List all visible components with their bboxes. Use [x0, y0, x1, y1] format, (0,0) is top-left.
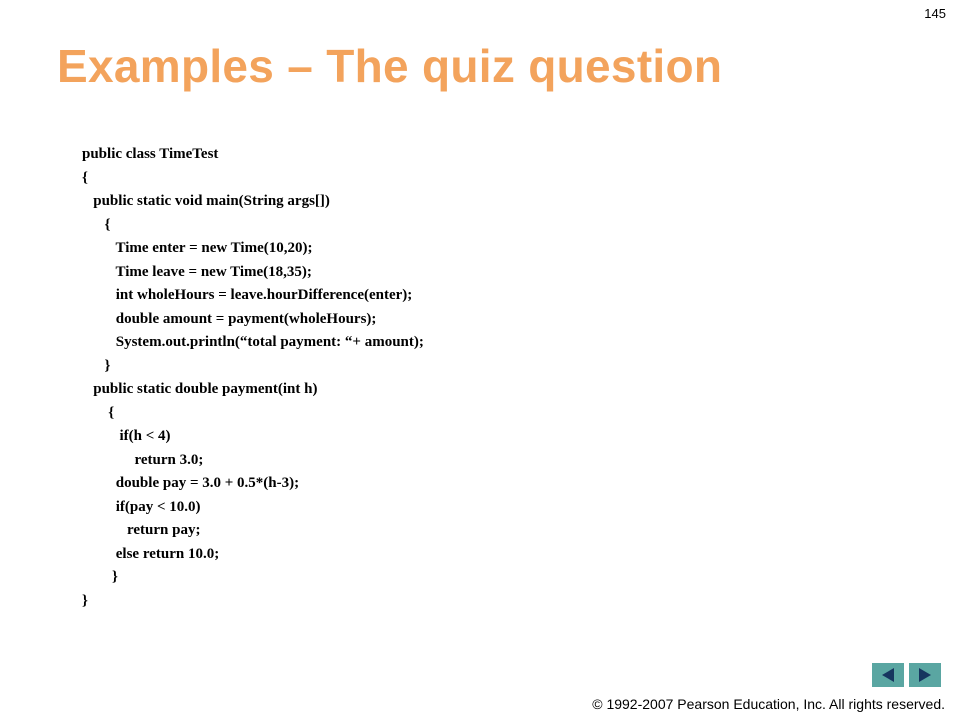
code-line: else return 10.0; — [82, 545, 220, 562]
code-line: return pay; — [82, 522, 201, 538]
code-line: if(h < 4) — [82, 428, 171, 444]
code-line: return 3.0; — [82, 451, 204, 468]
code-line: int wholeHours = leave.hourDifference(enter); — [82, 287, 413, 303]
code-line: double amount = payment(wholeHours); — [82, 310, 377, 327]
triangle-left-icon — [878, 667, 898, 683]
code-line: { — [82, 169, 88, 186]
code-line: } — [82, 569, 118, 585]
next-slide-button[interactable] — [909, 663, 941, 687]
copyright-symbol: © — [592, 696, 603, 712]
code-line: System.out.println(“total payment: “+ amount); — [82, 334, 424, 350]
code-line: { — [82, 404, 115, 421]
code-line: } — [82, 357, 111, 374]
slide-title: Examples – The quiz question — [57, 40, 723, 92]
copyright-text: 1992-2007 Pearson Education, Inc. All rights reserved. — [606, 696, 945, 712]
code-block — [82, 143, 424, 613]
code-line: Time enter = new Time(10,20); — [82, 240, 313, 256]
code-line: public class TimeTest — [82, 146, 219, 162]
slide-navigation — [872, 663, 941, 687]
code-line: double pay = 3.0 + 0.5*(h-3); — [82, 475, 300, 491]
previous-slide-button[interactable] — [872, 663, 904, 687]
triangle-right-icon — [915, 667, 935, 683]
copyright-notice — [592, 696, 945, 712]
code-line: Time leave = new Time(18,35); — [82, 263, 312, 280]
code-line: if(pay < 10.0) — [82, 498, 201, 515]
code-line: public static void main(String args[]) — [82, 193, 330, 209]
page-number: 145 — [924, 6, 946, 21]
code-line: public static double payment(int h) — [82, 381, 318, 397]
code-line: { — [82, 216, 111, 233]
code-line: } — [82, 592, 88, 609]
